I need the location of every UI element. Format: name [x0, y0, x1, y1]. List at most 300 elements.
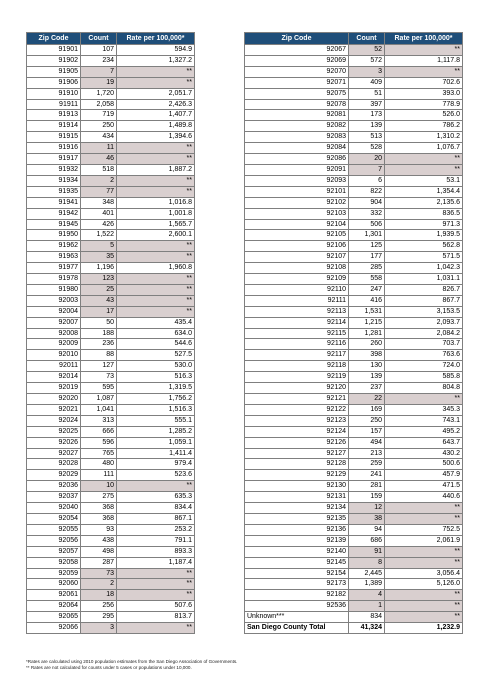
rate-cell: 471.5 — [385, 481, 463, 492]
count-cell: 8 — [349, 557, 385, 568]
count-cell: 1,522 — [81, 230, 117, 241]
count-cell: 2 — [81, 175, 117, 186]
rate-cell: 585.8 — [385, 372, 463, 383]
zip-cell: 92128 — [245, 459, 349, 470]
rate-cell: 834.4 — [117, 503, 195, 514]
zip-cell: 92129 — [245, 470, 349, 481]
count-cell: 348 — [81, 197, 117, 208]
rate-cell: 1,187.4 — [117, 557, 195, 568]
count-cell: 43 — [81, 295, 117, 306]
count-cell: 397 — [349, 99, 385, 110]
zip-cell: 92010 — [27, 350, 81, 361]
zip-cell: 92127 — [245, 448, 349, 459]
zip-cell: 91902 — [27, 55, 81, 66]
zip-cell: 92078 — [245, 99, 349, 110]
table-row — [27, 579, 195, 590]
count-cell: 494 — [349, 437, 385, 448]
zip-cell: 91942 — [27, 208, 81, 219]
table-row — [245, 579, 463, 590]
zip-cell: 92102 — [245, 197, 349, 208]
count-cell: 38 — [349, 513, 385, 524]
zip-cell: 92105 — [245, 230, 349, 241]
table-row — [27, 45, 195, 56]
table-row — [245, 350, 463, 361]
rate-cell: 523.6 — [117, 470, 195, 481]
rate-cell: ** — [385, 164, 463, 175]
table-row — [245, 66, 463, 77]
table-row — [27, 481, 195, 492]
zip-cell: 92057 — [27, 546, 81, 557]
table-row — [27, 350, 195, 361]
table-row — [27, 284, 195, 295]
count-cell: 5 — [81, 241, 117, 252]
count-cell: 130 — [349, 361, 385, 372]
count-cell: 287 — [81, 557, 117, 568]
table-row — [27, 426, 195, 437]
table-row — [27, 317, 195, 328]
zip-cell: 92028 — [27, 459, 81, 470]
count-cell: 169 — [349, 404, 385, 415]
table-row — [27, 55, 195, 66]
table-row — [245, 459, 463, 470]
table-row — [27, 437, 195, 448]
rate-cell: 2,600.1 — [117, 230, 195, 241]
table-row — [27, 372, 195, 383]
zip-cell: 92135 — [245, 513, 349, 524]
zip-cell: 92058 — [27, 557, 81, 568]
zip-cell: 92019 — [27, 383, 81, 394]
table-row — [27, 601, 195, 612]
table-row — [245, 274, 463, 285]
footnote-suppressed: ** Rates are not calculated for counts under 5 cases or populations under 10,000. — [26, 665, 192, 670]
count-cell: 213 — [349, 448, 385, 459]
rate-cell: 1,285.2 — [117, 426, 195, 437]
zip-cell: 92060 — [27, 579, 81, 590]
count-cell: 6 — [349, 175, 385, 186]
rate-cell: 743.1 — [385, 415, 463, 426]
zip-cell: 92084 — [245, 143, 349, 154]
rate-cell: 1,354.4 — [385, 186, 463, 197]
table-row — [27, 459, 195, 470]
table-row — [27, 110, 195, 121]
table-row — [245, 175, 463, 186]
count-cell: 7 — [81, 66, 117, 77]
rate-cell: ** — [117, 175, 195, 186]
rate-cell: 1,117.8 — [385, 55, 463, 66]
table-row — [245, 503, 463, 514]
zip-cell: 92069 — [245, 55, 349, 66]
count-cell: 719 — [81, 110, 117, 121]
zip-cell: 92107 — [245, 252, 349, 263]
table-row — [27, 492, 195, 503]
count-cell: 518 — [81, 164, 117, 175]
rate-cell: 571.5 — [385, 252, 463, 263]
table-row — [27, 448, 195, 459]
zip-cell: 92136 — [245, 524, 349, 535]
zip-cell: 92111 — [245, 295, 349, 306]
rate-cell: 836.5 — [385, 208, 463, 219]
table-row — [27, 143, 195, 154]
left-header-row — [27, 33, 195, 45]
count-cell: 1,389 — [349, 579, 385, 590]
count-header: Count — [81, 33, 117, 45]
rate-cell: 530.0 — [117, 361, 195, 372]
zip-cell: 92122 — [245, 404, 349, 415]
count-cell: 2,058 — [81, 99, 117, 110]
rate-cell: 345.3 — [385, 404, 463, 415]
count-cell: 10 — [81, 481, 117, 492]
table-row — [245, 306, 463, 317]
zip-cell: 92120 — [245, 383, 349, 394]
table-row — [27, 568, 195, 579]
rate-cell: 702.6 — [385, 77, 463, 88]
table-row — [245, 361, 463, 372]
zip-cell: 92055 — [27, 524, 81, 535]
table-row — [245, 45, 463, 56]
zip-cell: 92027 — [27, 448, 81, 459]
zip-cell: 92103 — [245, 208, 349, 219]
count-cell: 3 — [81, 623, 117, 634]
table-row — [245, 557, 463, 568]
count-cell: 595 — [81, 383, 117, 394]
rate-cell: 867.7 — [385, 295, 463, 306]
rate-cell: ** — [117, 295, 195, 306]
zip-cell: 92115 — [245, 328, 349, 339]
zip-cell: 91916 — [27, 143, 81, 154]
table-row — [245, 404, 463, 415]
table-row — [27, 241, 195, 252]
zip-cell: 91963 — [27, 252, 81, 263]
table-row — [245, 317, 463, 328]
rate-cell: ** — [117, 579, 195, 590]
table-row — [27, 383, 195, 394]
rate-cell: 1,031.1 — [385, 274, 463, 285]
rate-cell: 2,135.6 — [385, 197, 463, 208]
table-row — [245, 241, 463, 252]
table-row — [27, 99, 195, 110]
zip-cell: 92093 — [245, 175, 349, 186]
rate-cell: 971.3 — [385, 219, 463, 230]
count-cell: 572 — [349, 55, 385, 66]
table-row — [27, 263, 195, 274]
zip-cell: 92116 — [245, 339, 349, 350]
rate-cell: ** — [117, 568, 195, 579]
zip-cell: 92121 — [245, 394, 349, 405]
count-cell: 260 — [349, 339, 385, 350]
rate-cell: 786.2 — [385, 121, 463, 132]
table-row — [27, 306, 195, 317]
table-row — [27, 590, 195, 601]
zip-cell: 92061 — [27, 590, 81, 601]
table-row — [245, 55, 463, 66]
rate-cell: 634.0 — [117, 328, 195, 339]
zip-cell: 91913 — [27, 110, 81, 121]
count-cell: 1,301 — [349, 230, 385, 241]
count-cell: 904 — [349, 197, 385, 208]
table-row — [245, 154, 463, 165]
count-cell: 368 — [81, 503, 117, 514]
table-row — [27, 546, 195, 557]
rate-cell: 1,407.7 — [117, 110, 195, 121]
table-row — [27, 394, 195, 405]
zip-cell: 92054 — [27, 513, 81, 524]
count-cell: 241 — [349, 470, 385, 481]
count-cell: 237 — [349, 383, 385, 394]
zip-cell: 92065 — [27, 612, 81, 623]
zip-cell: 91934 — [27, 175, 81, 186]
rate-cell: 752.5 — [385, 524, 463, 535]
count-cell: 11 — [81, 143, 117, 154]
zip-cell: 92082 — [245, 121, 349, 132]
table-row — [245, 219, 463, 230]
rate-cell: ** — [117, 143, 195, 154]
table-row — [245, 295, 463, 306]
table-row — [245, 437, 463, 448]
table-row — [27, 77, 195, 88]
unknown-label: Unknown*** — [245, 612, 349, 623]
zip-cell: 91915 — [27, 132, 81, 143]
rate-cell: 826.7 — [385, 284, 463, 295]
count-cell: 22 — [349, 394, 385, 405]
rate-cell: ** — [385, 154, 463, 165]
rate-cell: ** — [385, 590, 463, 601]
count-cell: 1,281 — [349, 328, 385, 339]
table-row — [245, 263, 463, 274]
count-cell: 188 — [81, 328, 117, 339]
zip-cell: 92081 — [245, 110, 349, 121]
rate-cell: 2,051.7 — [117, 88, 195, 99]
zip-header: Zip Code — [245, 33, 349, 45]
count-cell: 2 — [81, 579, 117, 590]
table-row — [27, 503, 195, 514]
zip-cell: 92109 — [245, 274, 349, 285]
rate-cell: 1,319.5 — [117, 383, 195, 394]
count-cell: 513 — [349, 132, 385, 143]
count-cell: 3 — [349, 66, 385, 77]
rate-cell: ** — [117, 66, 195, 77]
count-cell: 73 — [81, 372, 117, 383]
zip-cell: 92130 — [245, 481, 349, 492]
count-cell: 2,445 — [349, 568, 385, 579]
rate-cell: ** — [117, 252, 195, 263]
rate-cell: ** — [385, 45, 463, 56]
zip-cell: 91911 — [27, 99, 81, 110]
rate-cell: ** — [385, 601, 463, 612]
count-cell: 256 — [81, 601, 117, 612]
table-row — [27, 513, 195, 524]
total-rate: 1,232.9 — [385, 623, 463, 634]
count-cell: 18 — [81, 590, 117, 601]
rate-cell: 1,411.4 — [117, 448, 195, 459]
count-cell: 398 — [349, 350, 385, 361]
table-row — [27, 208, 195, 219]
count-cell: 236 — [81, 339, 117, 350]
zip-cell: 92114 — [245, 317, 349, 328]
zip-cell: 92140 — [245, 546, 349, 557]
table-row — [245, 88, 463, 99]
rate-cell: 430.2 — [385, 448, 463, 459]
table-row — [245, 339, 463, 350]
rate-cell: 778.9 — [385, 99, 463, 110]
count-cell: 159 — [349, 492, 385, 503]
zip-cell: 92113 — [245, 306, 349, 317]
table-row — [27, 361, 195, 372]
rate-cell: ** — [117, 274, 195, 285]
rate-cell: 1,327.2 — [117, 55, 195, 66]
rate-cell: ** — [117, 590, 195, 601]
zip-header: Zip Code — [27, 33, 81, 45]
zip-cell: 91978 — [27, 274, 81, 285]
rate-cell: 979.4 — [117, 459, 195, 470]
count-cell: 275 — [81, 492, 117, 503]
zip-cell: 92108 — [245, 263, 349, 274]
rate-cell: 1,887.2 — [117, 164, 195, 175]
table-row — [27, 470, 195, 481]
table-row — [245, 284, 463, 295]
table-row — [27, 274, 195, 285]
zip-cell: 92110 — [245, 284, 349, 295]
table-row — [245, 372, 463, 383]
count-cell: 73 — [81, 568, 117, 579]
zip-cell: 92075 — [245, 88, 349, 99]
zip-cell: 91914 — [27, 121, 81, 132]
zip-cell: 92118 — [245, 361, 349, 372]
zip-cell: 91932 — [27, 164, 81, 175]
rate-cell: 643.7 — [385, 437, 463, 448]
table-row — [245, 99, 463, 110]
table-row — [27, 230, 195, 241]
count-cell: 281 — [349, 481, 385, 492]
count-cell: 12 — [349, 503, 385, 514]
rate-cell: 703.7 — [385, 339, 463, 350]
rate-cell: 3,056.4 — [385, 568, 463, 579]
table-row — [27, 623, 195, 634]
zip-cell: 92154 — [245, 568, 349, 579]
zip-cell: 92124 — [245, 426, 349, 437]
zip-cell: 92040 — [27, 503, 81, 514]
table-row — [245, 415, 463, 426]
count-cell: 4 — [349, 590, 385, 601]
table-row — [245, 186, 463, 197]
count-cell: 285 — [349, 263, 385, 274]
zip-cell: 92123 — [245, 415, 349, 426]
count-cell: 259 — [349, 459, 385, 470]
count-cell: 50 — [81, 317, 117, 328]
rate-cell: 2,084.2 — [385, 328, 463, 339]
count-cell: 1,196 — [81, 263, 117, 274]
rate-cell: 544.6 — [117, 339, 195, 350]
count-cell: 498 — [81, 546, 117, 557]
rate-cell: 2,093.7 — [385, 317, 463, 328]
table-row — [245, 394, 463, 405]
count-cell: 20 — [349, 154, 385, 165]
rate-cell: 867.1 — [117, 513, 195, 524]
zip-cell: 92126 — [245, 437, 349, 448]
count-cell: 1,041 — [81, 404, 117, 415]
count-cell: 1,720 — [81, 88, 117, 99]
zip-cell: 92014 — [27, 372, 81, 383]
zip-cell: 92104 — [245, 219, 349, 230]
zip-cell: 91935 — [27, 186, 81, 197]
zip-cell: 91941 — [27, 197, 81, 208]
unknown-count: 834 — [349, 612, 385, 623]
table-row — [245, 601, 463, 612]
table-row — [245, 121, 463, 132]
table-row — [27, 175, 195, 186]
count-cell: 368 — [81, 513, 117, 524]
table-row — [27, 197, 195, 208]
count-cell: 506 — [349, 219, 385, 230]
count-cell: 35 — [81, 252, 117, 263]
table-row — [245, 110, 463, 121]
table-row — [27, 415, 195, 426]
table-row — [27, 121, 195, 132]
table-row — [245, 524, 463, 535]
count-cell: 123 — [81, 274, 117, 285]
count-cell: 7 — [349, 164, 385, 175]
rate-cell: ** — [117, 186, 195, 197]
zip-cell: 92011 — [27, 361, 81, 372]
zip-cell: 92037 — [27, 492, 81, 503]
zip-cell: 92083 — [245, 132, 349, 143]
rate-cell: ** — [117, 306, 195, 317]
rate-cell: 435.4 — [117, 317, 195, 328]
count-cell: 93 — [81, 524, 117, 535]
count-cell: 1 — [349, 601, 385, 612]
count-cell: 52 — [349, 45, 385, 56]
right-zip-table — [244, 32, 463, 634]
zip-cell: 91962 — [27, 241, 81, 252]
count-cell: 401 — [81, 208, 117, 219]
rate-header: Rate per 100,000* — [385, 33, 463, 45]
rate-cell: 526.0 — [385, 110, 463, 121]
rate-cell: ** — [117, 154, 195, 165]
count-cell: 139 — [349, 372, 385, 383]
rate-cell: 804.8 — [385, 383, 463, 394]
rate-cell: 594.9 — [117, 45, 195, 56]
zip-cell: 92536 — [245, 601, 349, 612]
count-cell: 1,531 — [349, 306, 385, 317]
zip-cell: 91980 — [27, 284, 81, 295]
count-cell: 1,215 — [349, 317, 385, 328]
zip-cell: 92024 — [27, 415, 81, 426]
zip-cell: 91950 — [27, 230, 81, 241]
right-header-row — [245, 33, 463, 45]
table-row — [245, 492, 463, 503]
table-row — [245, 383, 463, 394]
count-cell: 313 — [81, 415, 117, 426]
zip-cell: 92003 — [27, 295, 81, 306]
rate-cell: 393.0 — [385, 88, 463, 99]
zip-cell: 92091 — [245, 164, 349, 175]
rate-cell: 53.1 — [385, 175, 463, 186]
table-row — [27, 339, 195, 350]
count-cell: 94 — [349, 524, 385, 535]
count-cell: 91 — [349, 546, 385, 557]
table-row — [245, 481, 463, 492]
rate-cell: 253.2 — [117, 524, 195, 535]
count-cell: 558 — [349, 274, 385, 285]
rate-cell: ** — [117, 241, 195, 252]
table-row — [245, 164, 463, 175]
table-row — [27, 557, 195, 568]
rate-cell: 5,126.0 — [385, 579, 463, 590]
total-row — [245, 623, 463, 634]
table-row — [245, 568, 463, 579]
table-row — [245, 208, 463, 219]
rate-cell: ** — [117, 623, 195, 634]
zip-cell: 92145 — [245, 557, 349, 568]
